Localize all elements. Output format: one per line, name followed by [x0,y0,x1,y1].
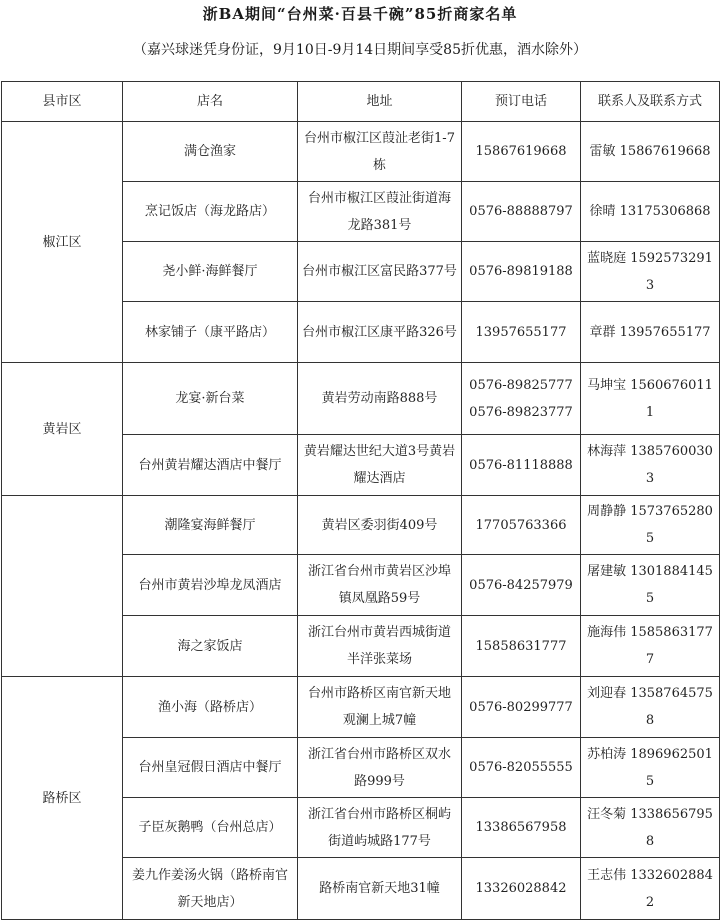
contact-cell: 马坤宝 15606760111 [581,363,720,435]
header-store: 店名 [123,82,298,122]
address-cell: 台州市椒江区康平路326号 [298,302,462,363]
district-cell: 黄岩区 [2,363,123,496]
contact-cell: 蓝晓庭 15925732913 [581,242,720,302]
contact-cell: 屠建敏 13018841455 [581,555,720,616]
header-contact: 联系人及联系方式 [581,82,720,122]
phone-cell: 0576-84257979 [462,555,581,616]
address-cell: 台州市路桥区南官新天地观澜上城7幢 [298,677,462,738]
contact-cell: 徐晴 13175306868 [581,182,720,242]
phone-cell: 17705763366 [462,496,581,555]
address-cell: 黄岩耀达世纪大道3号黄岩耀达酒店 [298,435,462,496]
table-body [2,122,720,920]
address-cell: 台州市椒江区葭沚老街1-7栋 [298,122,462,182]
address-cell: 浙江台州市黄岩西城街道半洋张菜场 [298,616,462,677]
store-cell: 林家铺子（康平路店） [123,302,298,363]
district-cell [2,496,123,677]
address-cell: 黄岩区委羽街409号 [298,496,462,555]
phone-cell: 15867619668 [462,122,581,182]
address-cell: 浙江省台州市黄岩区沙埠镇凤凰路59号 [298,555,462,616]
address-cell: 台州市椒江区葭沚街道海龙路381号 [298,182,462,242]
table-header-row [2,82,720,122]
store-cell: 台州黄岩耀达酒店中餐厅 [123,435,298,496]
address-cell: 浙江省台州市路桥区双水路999号 [298,738,462,798]
header-address: 地址 [298,82,462,122]
address-cell: 浙江省台州市路桥区桐屿街道屿城路177号 [298,798,462,858]
address-cell: 路桥南官新天地31幢 [298,858,462,920]
contact-cell: 王志伟 13326028842 [581,858,720,920]
address-cell: 台州市椒江区富民路377号 [298,242,462,302]
document-title: 浙BA期间“台州菜·百县千碗”85折商家名单 [202,5,518,23]
contact-cell: 苏柏涛 18969625015 [581,738,720,798]
document-subtitle: （嘉兴球迷凭身份证，9月10日-9月14日期间享受85折优惠，酒水除外） [133,42,587,58]
store-cell: 潮隆宴海鲜餐厅 [123,496,298,555]
contact-cell: 刘迎春 13587645758 [581,677,720,738]
store-cell: 龙宴·新台菜 [123,363,298,435]
store-cell: 尧小鲜·海鲜餐厅 [123,242,298,302]
contact-cell: 章群 13957655177 [581,302,720,363]
phone-cell: 13386567958 [462,798,581,858]
table-row [2,677,720,738]
address-cell: 黄岩劳动南路888号 [298,363,462,435]
merchant-table [1,81,720,920]
phone-cell: 0576-89825777 0576-89823777 [462,363,581,435]
district-cell: 椒江区 [2,122,123,363]
store-cell: 台州皇冠假日酒店中餐厅 [123,738,298,798]
header-phone: 预订电话 [462,82,581,122]
phone-cell: 0576-81118888 [462,435,581,496]
phone-cell: 0576-88888797 [462,182,581,242]
table-row [2,363,720,435]
phone-cell: 13326028842 [462,858,581,920]
store-cell: 海之家饭店 [123,616,298,677]
contact-cell: 汪冬菊 13386567958 [581,798,720,858]
store-cell: 台州市黄岩沙埠龙凤酒店 [123,555,298,616]
contact-cell: 施海伟 15858631777 [581,616,720,677]
store-cell: 满仓渔家 [123,122,298,182]
table-row [2,496,720,555]
contact-cell: 林海萍 13857600303 [581,435,720,496]
store-cell: 姜九作姜汤火锅（路桥南官新天地店） [123,858,298,920]
district-cell: 路桥区 [2,677,123,920]
phone-cell: 0576-89819188 [462,242,581,302]
table-row [2,122,720,182]
phone-cell: 13957655177 [462,302,581,363]
phone-cell: 0576-80299777 [462,677,581,738]
phone-cell: 15858631777 [462,616,581,677]
contact-cell: 雷敏 15867619668 [581,122,720,182]
header-district: 县市区 [2,82,123,122]
store-cell: 渔小海（路桥店） [123,677,298,738]
contact-cell: 周静静 15737652805 [581,496,720,555]
store-cell: 子臣灰鹅鸭（台州总店） [123,798,298,858]
phone-cell: 0576-82055555 [462,738,581,798]
store-cell: 烹记饭店（海龙路店） [123,182,298,242]
